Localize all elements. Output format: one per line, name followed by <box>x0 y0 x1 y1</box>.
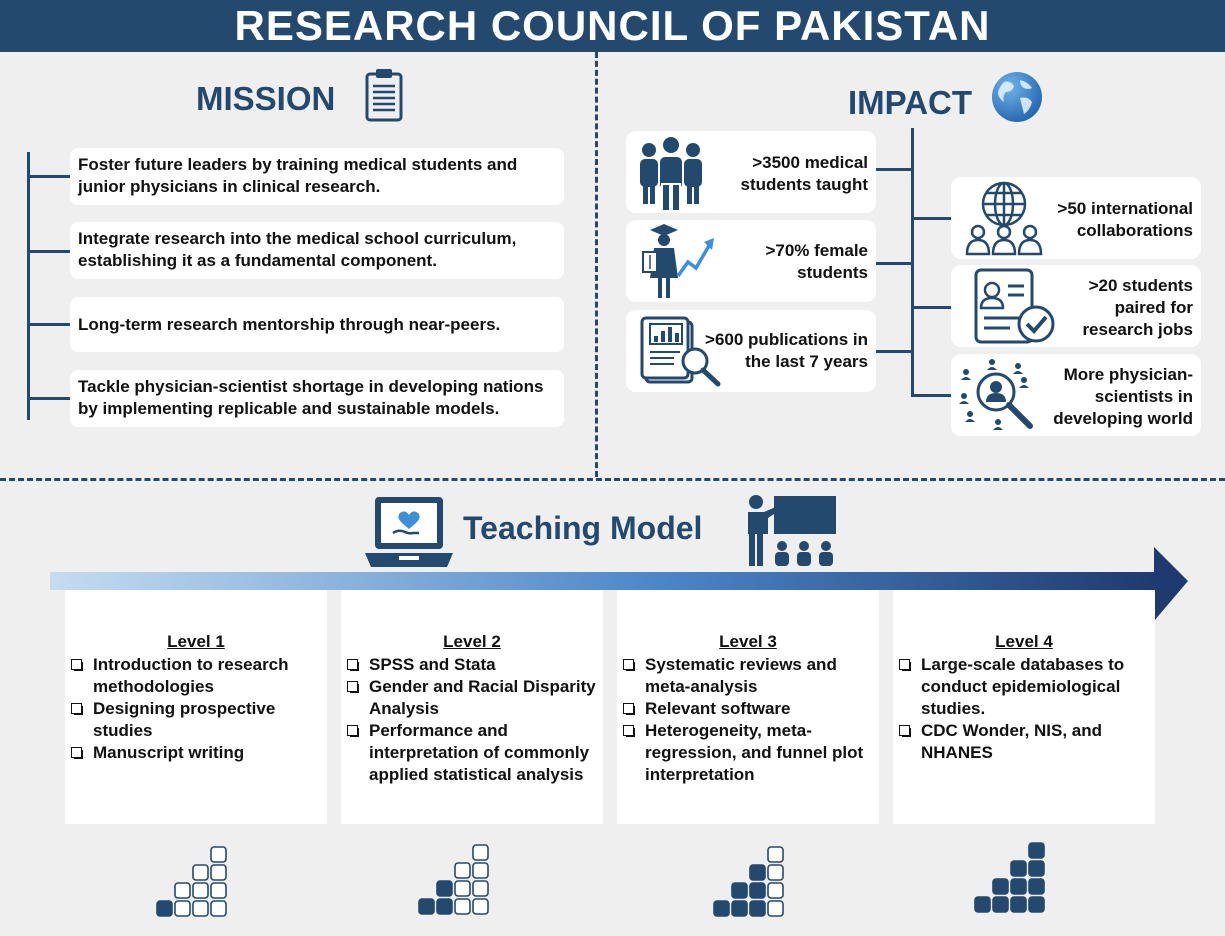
stair-block-empty <box>193 901 208 916</box>
level-item: Performance and interpretation of commonly applied statistical analysis <box>347 720 603 786</box>
impact-title: IMPACT <box>848 84 973 121</box>
checkbox-icon <box>347 681 358 692</box>
level-item: Large-scale databases to conduct epidemiological studies. <box>899 654 1155 720</box>
stair-block-filled <box>1011 897 1026 912</box>
stair-block-empty <box>211 901 226 916</box>
stair-block-filled <box>1029 861 1044 876</box>
checkbox-icon <box>347 659 358 670</box>
impact-connector <box>911 306 951 309</box>
checkbox-icon <box>623 703 634 714</box>
stair-block-empty <box>768 847 783 862</box>
level-title: Level 1 <box>167 632 225 651</box>
stair-block-empty <box>193 883 208 898</box>
checkbox-icon <box>899 725 910 736</box>
impact-stat: >20 students paired for research jobs <box>1082 276 1193 339</box>
stair-block-filled <box>1011 861 1026 876</box>
stair-block-filled <box>750 883 765 898</box>
stair-block-empty <box>473 881 488 896</box>
level-card-2 <box>341 590 603 824</box>
level-card-4 <box>893 590 1155 824</box>
staircase-progress-icon-1 <box>155 840 235 920</box>
impact-connector <box>876 262 912 265</box>
stair-block-empty <box>768 865 783 880</box>
level-item: SPSS and Stata <box>347 654 603 676</box>
stair-block-empty <box>455 899 470 914</box>
mission-item: Long-term research mentorship through near-peers. <box>70 297 564 352</box>
mission-title: MISSION <box>196 80 336 117</box>
stair-block-empty <box>455 863 470 878</box>
stair-block-filled <box>732 883 747 898</box>
page-title: RESEARCH COUNCIL OF PAKISTAN <box>0 0 1225 52</box>
checkbox-icon <box>71 659 82 670</box>
checkbox-icon <box>71 703 82 714</box>
stair-block-filled <box>1029 897 1044 912</box>
level-item: CDC Wonder, NIS, and NHANES <box>899 720 1155 764</box>
mission-bracket <box>27 152 30 420</box>
stair-block-empty <box>211 865 226 880</box>
stair-block-filled <box>750 901 765 916</box>
stair-block-filled <box>157 901 172 916</box>
staircase-progress-icon-3 <box>712 840 792 920</box>
impact-connector <box>911 394 951 397</box>
horizontal-divider <box>0 478 1225 481</box>
checkbox-icon <box>623 659 634 670</box>
stair-block-empty <box>768 883 783 898</box>
globe-icon <box>990 70 1044 124</box>
teaching-title: Teaching Model <box>463 510 703 546</box>
level-title: Level 4 <box>995 632 1053 651</box>
impact-stat: >70% female students <box>765 241 868 282</box>
impact-connector <box>876 168 912 171</box>
people-group-icon <box>636 134 706 212</box>
impact-stat: >3500 medical students taught <box>740 153 868 194</box>
impact-connector <box>911 217 951 220</box>
level-item: Heterogeneity, meta-regression, and funnel plot interpretation <box>623 720 879 786</box>
stair-block-empty <box>473 863 488 878</box>
level-title: Level 3 <box>719 632 777 651</box>
level-item: Gender and Racial Disparity Analysis <box>347 676 603 720</box>
level-item: Systematic reviews and meta-analysis <box>623 654 879 698</box>
mission-item: Foster future leaders by training medical students and junior physicians in clinical research. <box>70 148 564 205</box>
clipboard-icon <box>364 68 404 122</box>
stair-block-empty <box>455 881 470 896</box>
impact-stat: >600 publications in the last 7 years <box>705 330 868 371</box>
stair-block-empty <box>175 883 190 898</box>
stair-block-filled <box>437 881 452 896</box>
impact-stat: More physician-scientists in developing world <box>1053 365 1193 428</box>
level-item: Relevant software <box>623 698 879 720</box>
level-item: Manuscript writing <box>71 742 327 764</box>
stair-block-empty <box>473 845 488 860</box>
vertical-divider <box>595 52 598 477</box>
mission-item: Tackle physician-scientist shortage in developing nations by implementing replicable and sustainable models. <box>70 370 564 427</box>
checkbox-icon <box>899 659 910 670</box>
mission-bracket-tick <box>27 323 70 326</box>
globe-people-icon <box>964 180 1044 256</box>
stair-block-filled <box>1029 843 1044 858</box>
staircase-progress-icon-4 <box>973 836 1053 916</box>
level-title: Level 2 <box>443 632 501 651</box>
mission-bracket-tick <box>27 397 70 400</box>
impact-connector <box>876 350 912 353</box>
stair-block-filled <box>437 899 452 914</box>
stair-block-filled <box>750 865 765 880</box>
level-card-3 <box>617 590 879 824</box>
stair-block-filled <box>732 901 747 916</box>
level-card-1 <box>65 590 327 824</box>
search-person-network-icon <box>958 356 1042 434</box>
stair-block-empty <box>473 899 488 914</box>
level-item: Designing prospective studies <box>71 698 327 742</box>
stair-block-empty <box>193 865 208 880</box>
stair-block-filled <box>1029 879 1044 894</box>
stair-block-empty <box>211 883 226 898</box>
mission-bracket-tick <box>27 175 70 178</box>
level-item: Introduction to research methodologies <box>71 654 327 698</box>
staircase-progress-icon-2 <box>417 838 497 918</box>
stair-block-filled <box>419 899 434 914</box>
stair-block-filled <box>975 897 990 912</box>
checkbox-icon <box>347 725 358 736</box>
stair-block-filled <box>714 901 729 916</box>
mission-item: Integrate research into the medical school curriculum, establishing it as a fundamental component. <box>70 222 564 279</box>
stair-block-filled <box>993 879 1008 894</box>
checkbox-icon <box>71 747 82 758</box>
stair-block-filled <box>993 897 1008 912</box>
stair-block-empty <box>211 847 226 862</box>
mission-bracket-tick <box>27 250 70 253</box>
impact-stat: >50 international collaborations <box>1057 199 1193 240</box>
stair-block-empty <box>768 901 783 916</box>
checkbox-icon <box>623 725 634 736</box>
stair-block-filled <box>1011 879 1026 894</box>
stair-block-empty <box>175 901 190 916</box>
